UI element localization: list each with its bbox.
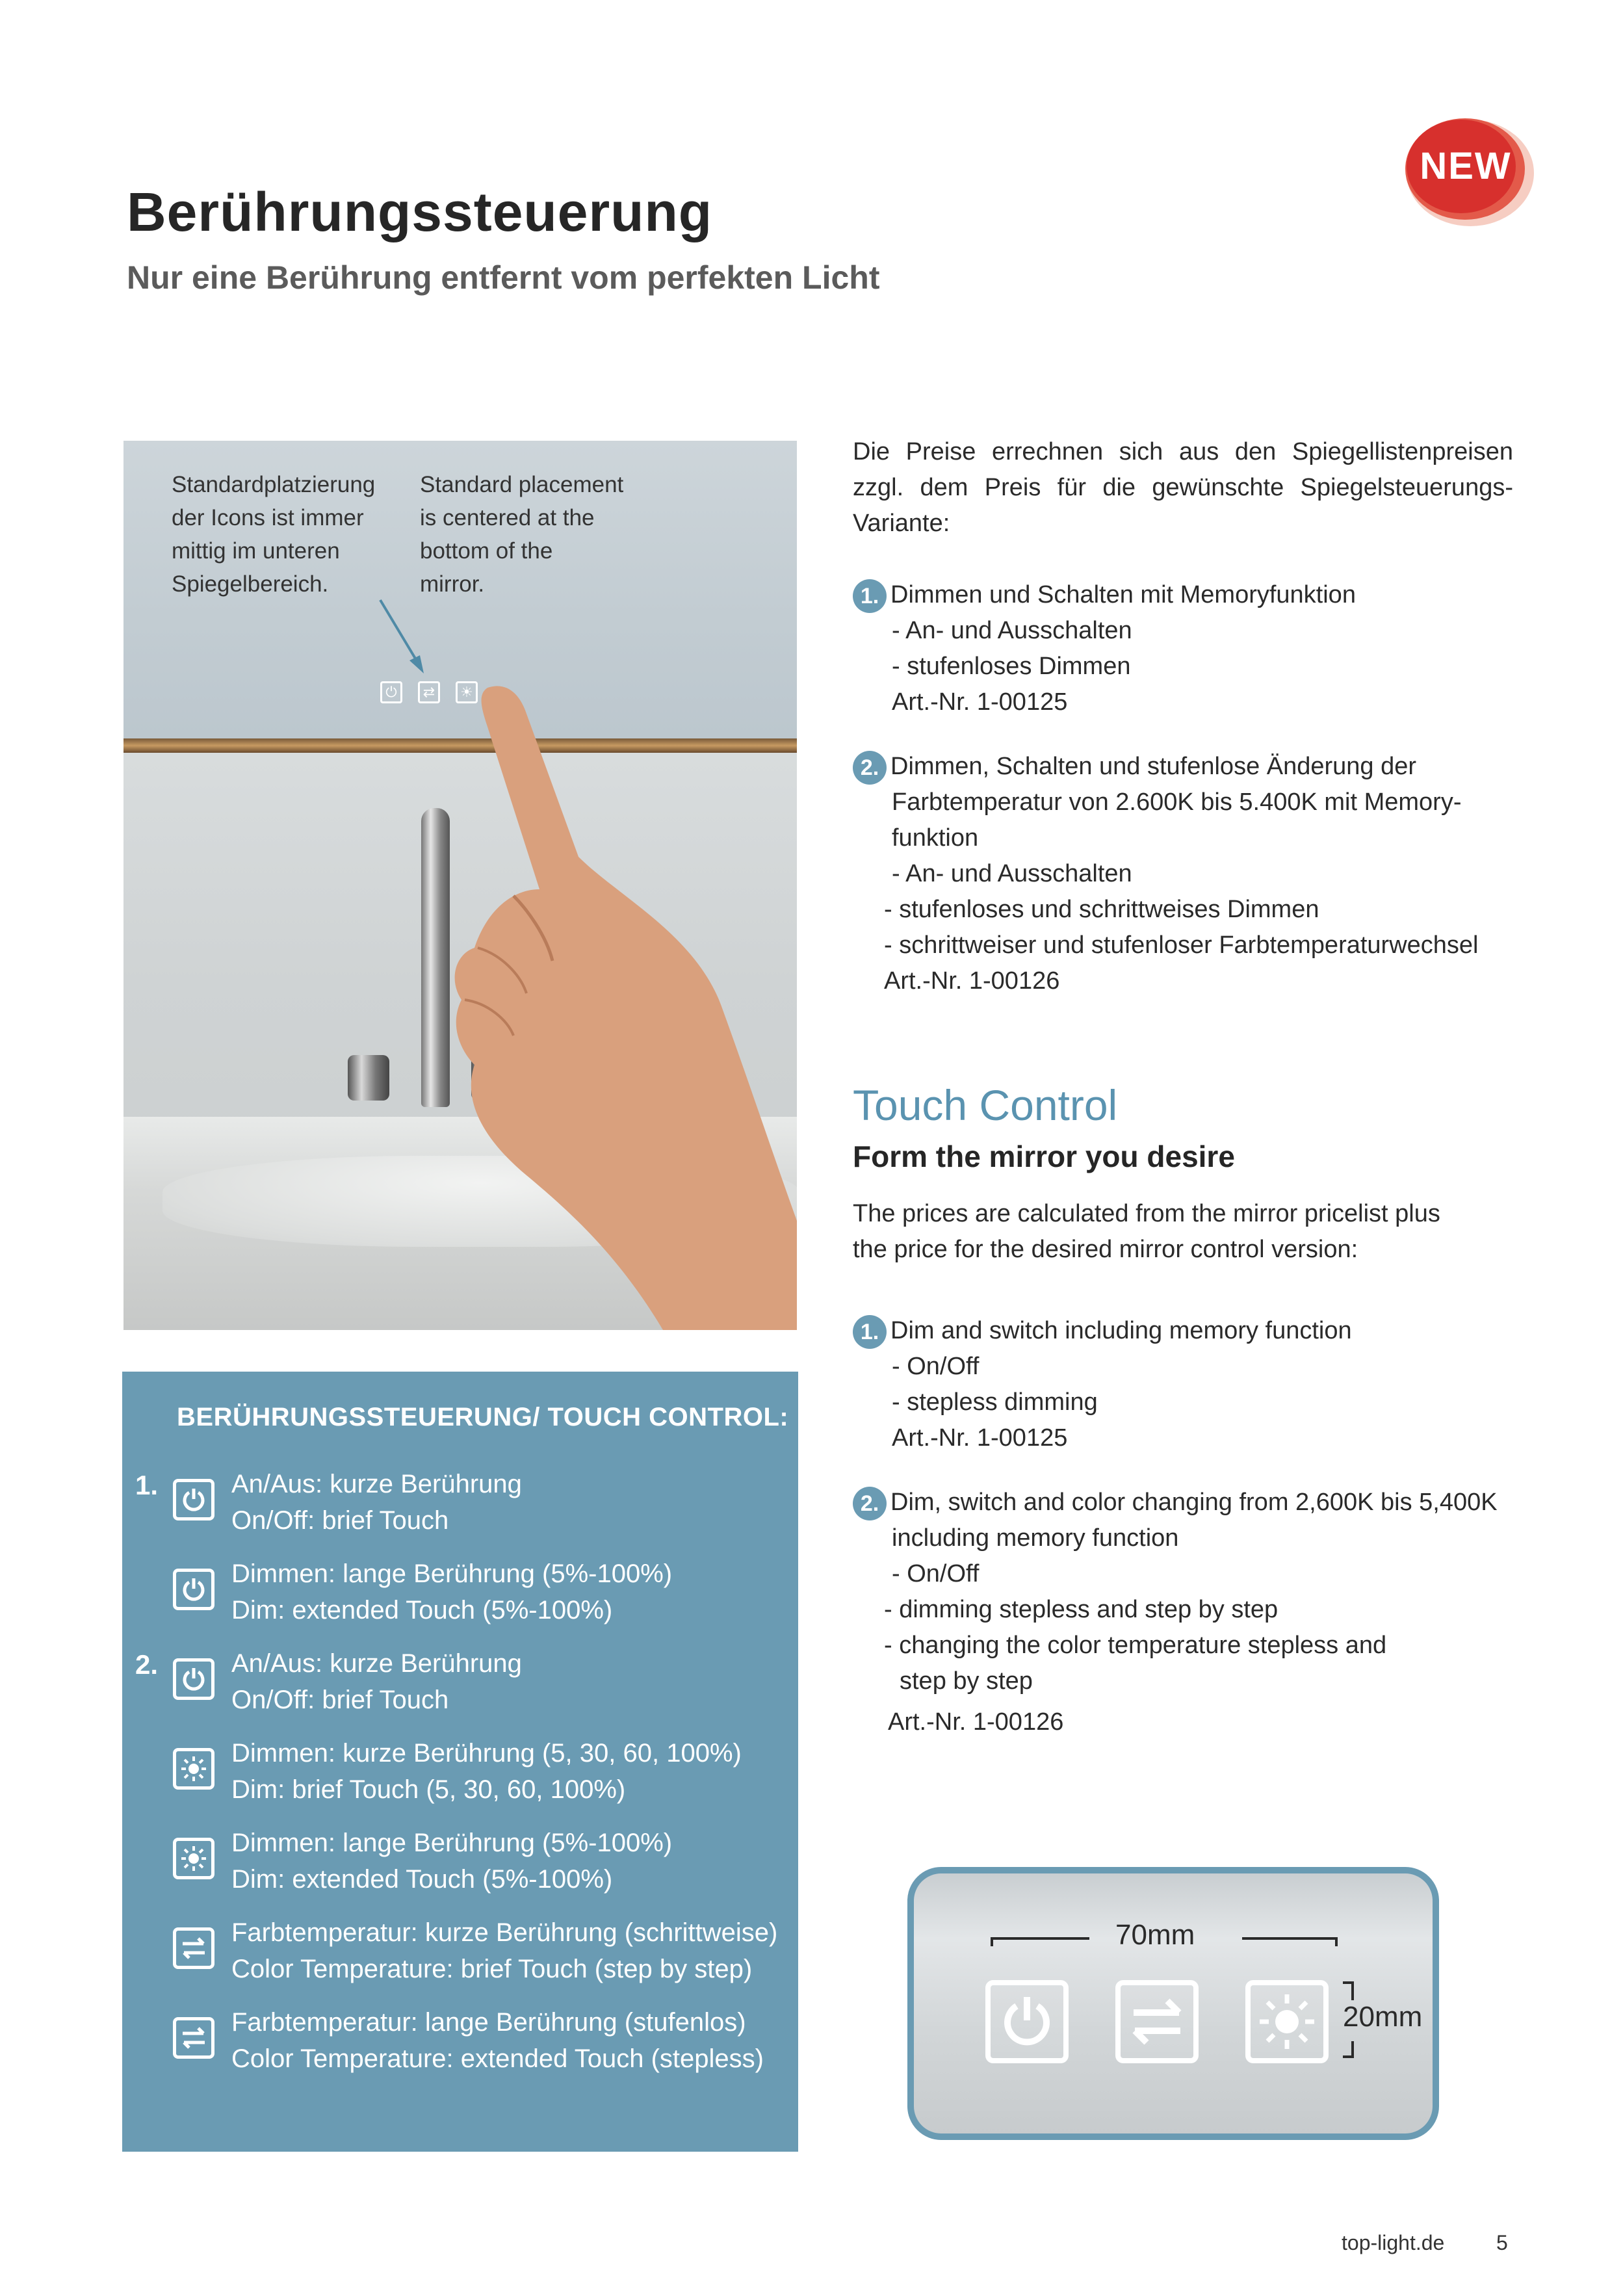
item-title: Dim and switch including memory function [890,1317,1352,1344]
item-line: - changing the color temperature stepless and [884,1632,1387,1659]
item-line: - stepless dimming [892,1389,1098,1416]
swap-icon: ⇄ [418,681,440,703]
item-title: Dim, switch and color changing from 2,600K bis 5,400K [890,1489,1498,1516]
legend-row [122,1466,798,1550]
footer-website[interactable]: top-light.de [1342,2231,1445,2254]
english-item-2 [853,1485,1513,1740]
icon-dimension-diagram [907,1867,1439,2140]
item-line: - schrittweiser und stufenloser Farbtemperaturwechsel [884,932,1479,959]
article-number: Art.-Nr. 1-00125 [892,1424,1068,1452]
item-number-badge: 2. [853,1487,887,1520]
item-line: - An- und Ausschalten [892,860,1132,887]
english-intro: The prices are calculated from the mirror pricelist plus the price for the desired mirror control version: [853,1200,1440,1263]
item-title: including memory function [892,1524,1179,1552]
item-line: - stufenloses und schrittweises Dimmen [884,896,1319,923]
item-number-badge: 1. [853,579,887,613]
legend-row [122,1914,798,1999]
article-number: Art.-Nr. 1-00126 [884,967,1060,995]
sun-icon: ☀ [456,681,478,703]
touch-control-legend [122,1372,798,2152]
legend-text: An/Aus: kurze Berührung On/Off: brief Touch [231,1649,522,1714]
page-number: 5 [1496,2231,1508,2254]
legend-text: An/Aus: kurze Berührung On/Off: brief Touch [231,1470,522,1535]
german-item-2 [853,749,1513,999]
item-title: funktion [892,824,979,852]
legend-row [122,1645,798,1730]
item-line: - stufenloses Dimmen [892,653,1131,680]
legend-row [122,2004,798,2089]
swap-icon [1115,1980,1199,2063]
legend-text: Dimmen: lange Berührung (5%-100%) Dim: extended Touch (5%-100%) [231,1829,673,1894]
sun-icon [173,1748,214,1790]
legend-number: 2. [135,1649,159,1680]
swap-icon [173,2017,214,2059]
page-title: Berührungssteuerung [127,181,713,242]
legend-text: Farbtemperatur: lange Berührung (stufenlos) Color Temperature: extended Touch (stepless) [231,2008,764,2073]
product-photo [123,441,797,1330]
new-badge-label: NEW [1420,145,1512,187]
power-icon [173,1658,214,1700]
item-line: - dimming stepless and step by step [884,1596,1279,1623]
swap-icon [173,1927,214,1969]
item-line: - On/Off [892,1560,980,1587]
english-title: Touch Control [853,1081,1118,1129]
sun-icon [1245,1980,1329,2063]
legend-text: Dimmen: lange Berührung (5%-100%) Dim: extended Touch (5%-100%) [231,1559,673,1624]
legend-text: Farbtemperatur: kurze Berührung (schrittweise) Color Temperature: brief Touch (step by step) [231,1918,778,1983]
item-title: Farbtemperatur von 2.600K bis 5.400K mit Memory- [892,789,1462,816]
power-icon [173,1479,214,1520]
english-item-1 [853,1313,1513,1456]
article-number: Art.-Nr. 1-00125 [892,688,1068,716]
german-intro: Die Preise errechnen sich aus den Spiegellistenpreisen zzgl. dem Preis für die gewünschte Spiegelsteuerungs-Variante: [853,438,1513,537]
item-number-badge: 2. [853,751,887,785]
article-number: Art.-Nr. 1-00126 [888,1708,1064,1736]
legend-title: BERÜHRUNGSSTEUERUNG/ TOUCH CONTROL: [177,1403,789,1431]
width-label: 70mm [1115,1919,1195,1951]
legend-row [122,1825,798,1909]
item-line: - An- und Ausschalten [892,617,1132,644]
power-icon: ⏻ [380,681,402,703]
item-title: Dimmen und Schalten mit Memoryfunktion [890,581,1356,608]
placement-note-english: Standard placement is centered at the bottom of the mirror. [420,472,624,597]
power-icon [985,1980,1069,2063]
item-line: step by step [900,1667,1033,1695]
pointer-arrow-and-hand [123,441,797,1330]
legend-row [122,1556,798,1640]
legend-row [122,1735,798,1820]
english-subtitle: Form the mirror you desire [853,1140,1235,1173]
item-number-badge: 1. [853,1315,887,1349]
item-line: - On/Off [892,1353,980,1380]
legend-number: 1. [135,1470,159,1500]
sun-icon [173,1838,214,1879]
power-icon [173,1569,214,1610]
legend-text: Dimmen: kurze Berührung (5, 30, 60, 100%) Dim: brief Touch (5, 30, 60, 100%) [231,1739,742,1804]
german-item-1 [853,577,1513,720]
item-title: Dimmen, Schalten und stufenlose Änderung der [890,753,1417,780]
placement-note-german: Standardplatzierung der Icons ist immer mittig im unteren Spiegelbereich. [172,472,376,597]
page-subtitle: Nur eine Berührung entfernt vom perfekten Licht [127,259,880,296]
height-label: 20mm [1343,2001,1423,2033]
